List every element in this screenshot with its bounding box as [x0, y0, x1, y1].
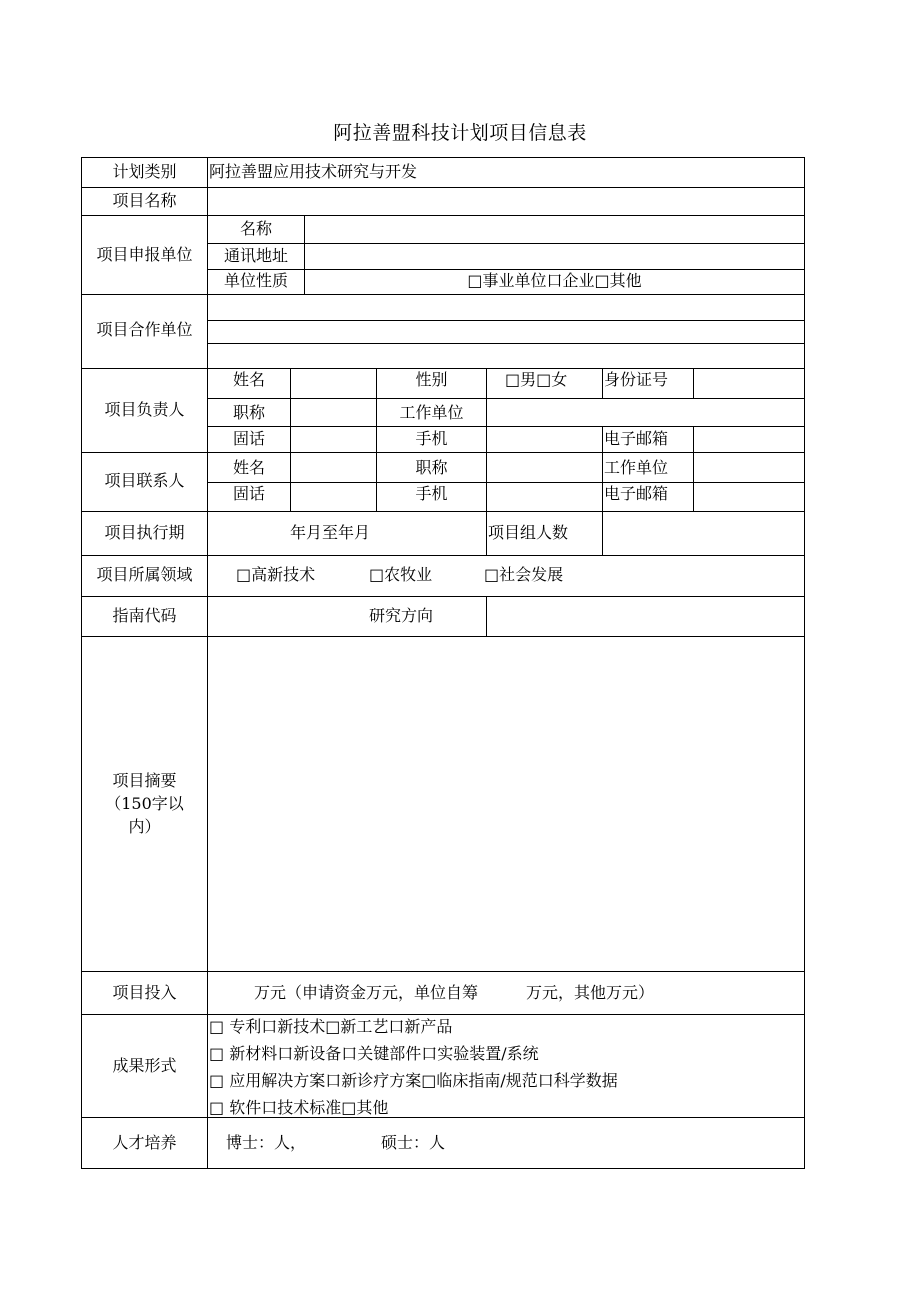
- abstract-label: 项目摘要（150字以内）: [105, 771, 184, 836]
- leader-id-field[interactable]: [693, 368, 805, 399]
- field-option-social[interactable]: □社会发展: [484, 565, 564, 584]
- team-size-field[interactable]: [602, 511, 805, 556]
- contact-email-label: 电子邮箱: [604, 484, 669, 503]
- leader-gender-label: 性别: [415, 370, 448, 389]
- contact-workplace-field[interactable]: [693, 452, 805, 483]
- guide-code-label: 指南代码: [112, 606, 177, 625]
- leader-title-field[interactable]: [290, 398, 377, 427]
- cooperating-unit-field-2[interactable]: [207, 320, 805, 344]
- project-name-field[interactable]: [207, 187, 805, 216]
- outcomes-line-2[interactable]: □ 新材料口新设备口关键部件口实验装置/系统: [209, 1044, 539, 1063]
- field-option-hightech[interactable]: □高新技术: [236, 565, 316, 584]
- guide-code-field[interactable]: [207, 596, 487, 637]
- outcomes-line-4[interactable]: □ 软件口技术标准□其他: [209, 1098, 389, 1117]
- cooperating-unit-field-1[interactable]: [207, 294, 805, 321]
- outcomes-label: 成果形式: [112, 1056, 177, 1075]
- leader-title-label: 职称: [232, 403, 265, 422]
- execution-period-text: 年月至年月: [290, 523, 371, 542]
- research-direction-label: 研究方向: [369, 606, 434, 625]
- project-contact-label: 项目联系人: [104, 471, 185, 490]
- contact-title-label: 职称: [415, 458, 448, 477]
- applicant-nature-options[interactable]: □事业单位口企业□其他: [467, 271, 642, 290]
- leader-email-label: 电子邮箱: [604, 429, 669, 448]
- contact-mobile-label: 手机: [415, 484, 448, 503]
- cooperating-unit-label: 项目合作单位: [96, 320, 193, 339]
- contact-title-field[interactable]: [486, 452, 603, 483]
- abstract-field[interactable]: [207, 636, 805, 972]
- leader-gender-options[interactable]: □男□女: [505, 370, 568, 389]
- leader-id-label: 身份证号: [604, 370, 669, 389]
- contact-name-label: 姓名: [232, 458, 265, 477]
- field-option-agriculture[interactable]: □农牧业: [369, 565, 433, 584]
- leader-name-field[interactable]: [290, 368, 377, 399]
- contact-mobile-field[interactable]: [486, 482, 603, 512]
- talent-phd: 博士：人，: [226, 1133, 307, 1152]
- plan-category-value: 阿拉善盟应用技术研究与开发: [209, 162, 418, 181]
- talent-label: 人才培养: [112, 1133, 177, 1152]
- outcomes-line-1[interactable]: □ 专利口新技术□新工艺口新产品: [209, 1017, 453, 1036]
- execution-label: 项目执行期: [104, 523, 185, 542]
- contact-landline-label: 固话: [232, 484, 265, 503]
- applicant-address-field[interactable]: [304, 243, 805, 270]
- outcomes-line-3[interactable]: □ 应用解决方案口新诊疗方案□临床指南/规范口科学数据: [209, 1071, 618, 1090]
- project-name-label: 项目名称: [112, 191, 177, 210]
- form-title: 阿拉善盟科技计划项目信息表: [333, 122, 587, 144]
- leader-landline-label: 固话: [232, 429, 265, 448]
- leader-email-field[interactable]: [693, 426, 805, 453]
- applicant-address-label: 通讯地址: [223, 246, 288, 265]
- applicant-name-label: 名称: [239, 219, 272, 238]
- leader-landline-field[interactable]: [290, 426, 377, 453]
- team-size-label: 项目组人数: [488, 523, 569, 542]
- applicant-nature-label: 单位性质: [223, 271, 288, 290]
- contact-name-field[interactable]: [290, 452, 377, 483]
- contact-workplace-label: 工作单位: [604, 458, 669, 477]
- plan-category-label: 计划类别: [112, 162, 177, 181]
- leader-workplace-label: 工作单位: [399, 403, 464, 422]
- applicant-name-field[interactable]: [304, 215, 805, 244]
- project-leader-label: 项目负责人: [104, 400, 185, 419]
- project-info-form: [81, 157, 805, 1169]
- leader-workplace-field[interactable]: [486, 398, 805, 427]
- contact-email-field[interactable]: [693, 482, 805, 512]
- investment-label: 项目投入: [112, 983, 177, 1002]
- research-direction-field[interactable]: [486, 596, 805, 637]
- leader-mobile-field[interactable]: [486, 426, 603, 453]
- talent-master: 硕士：人: [381, 1133, 446, 1152]
- cooperating-unit-field-3[interactable]: [207, 343, 805, 369]
- investment-text: 万元（申请资金万元，单位自筹 万元，其他万元）: [254, 983, 655, 1002]
- applicant-unit-label: 项目申报单位: [96, 245, 193, 264]
- leader-name-label: 姓名: [232, 370, 265, 389]
- field-label: 项目所属领域: [96, 565, 193, 584]
- leader-mobile-label: 手机: [415, 429, 448, 448]
- contact-landline-field[interactable]: [290, 482, 377, 512]
